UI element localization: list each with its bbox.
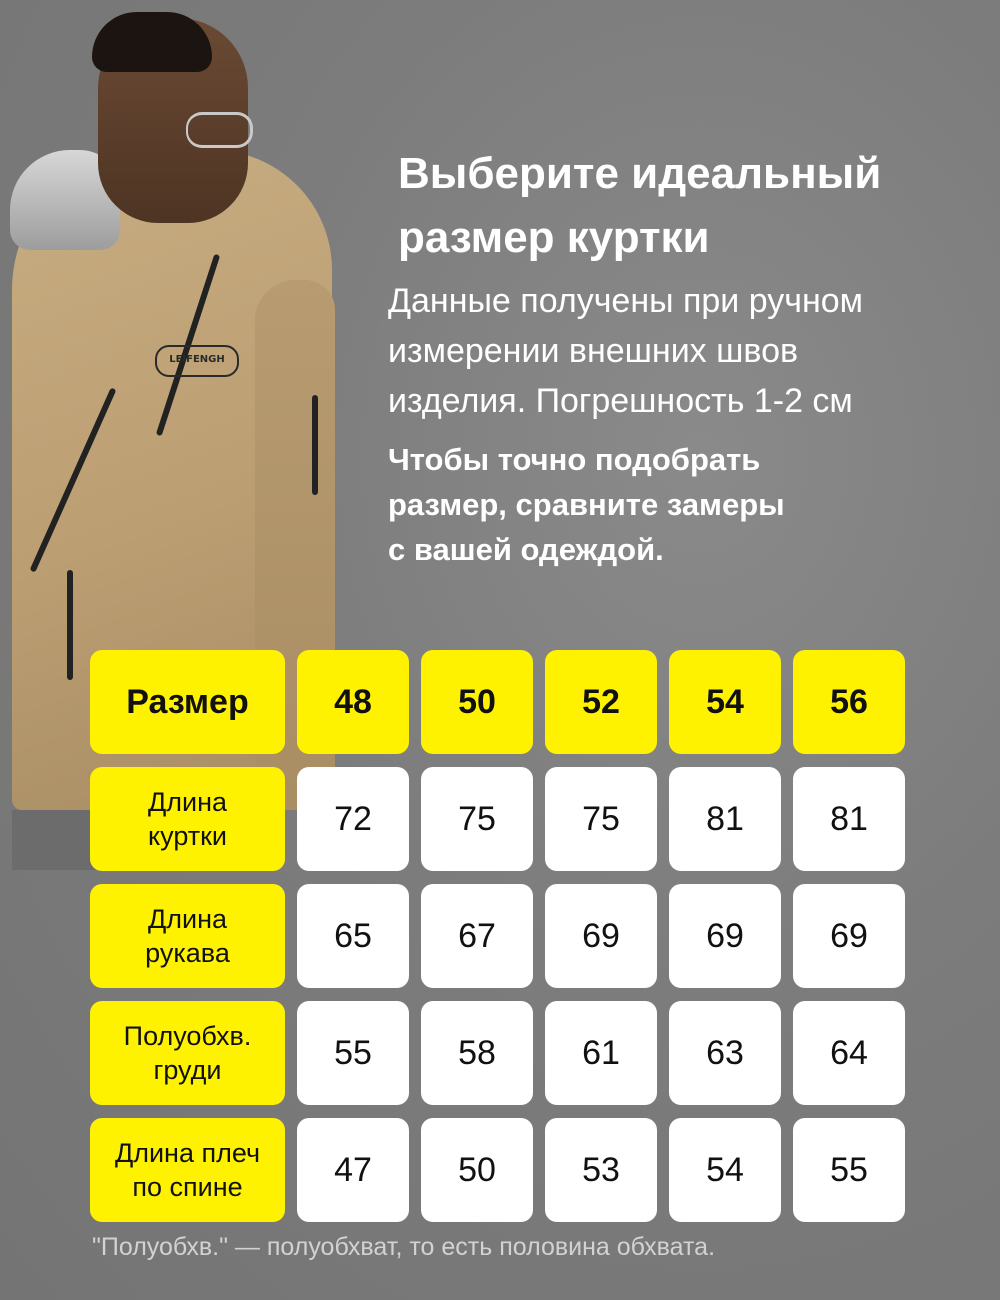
table-cell: 75 [545,767,657,871]
row-label-line: рукава [145,938,230,968]
footnote: "Полуобхв." — полуобхват, то есть половина обхвата. [92,1233,716,1261]
row-label-line: Полуобхв. [123,1021,252,1051]
fit-advice [388,437,968,572]
info-line: Данные получены при ручном [388,282,864,320]
size-table [90,650,905,1222]
model-hair [92,12,212,72]
row-label-jacket-length [90,767,285,871]
row-label-half-chest [90,1001,285,1105]
table-cell: 58 [421,1001,533,1105]
advice-line: с вашей одеждой. [388,532,664,567]
row-label-line: груди [153,1055,222,1085]
title-line: размер куртки [398,213,710,262]
row-label-line: куртки [148,821,227,851]
info-line: измерении внешних швов [388,332,799,370]
table-cell: 72 [297,767,409,871]
sleeve-pocket-zipper [312,395,318,495]
table-cell: 65 [297,884,409,988]
measurement-info [388,276,968,426]
info-line: изделия. Погрешность 1-2 см [388,382,853,420]
header-size-label: Размер [90,650,285,754]
advice-line: размер, сравните замеры [388,487,785,522]
table-cell: 63 [669,1001,781,1105]
header-size-48: 48 [297,650,409,754]
title-line: Выберите идеальный [398,149,882,198]
header-size-56: 56 [793,650,905,754]
table-cell: 47 [297,1118,409,1222]
row-label-shoulder-length [90,1118,285,1222]
row-label-line: Длина [147,904,228,934]
advice-line: Чтобы точно подобрать [388,442,761,477]
table-cell: 67 [421,884,533,988]
table-cell: 64 [793,1001,905,1105]
table-cell: 81 [669,767,781,871]
table-cell: 55 [793,1118,905,1222]
table-cell: 54 [669,1118,781,1222]
page-title [398,142,958,270]
table-cell: 69 [793,884,905,988]
header-size-52: 52 [545,650,657,754]
row-label-line: Длина [147,787,228,817]
pocket-zipper [67,570,73,680]
row-label-line: по спине [132,1172,243,1202]
jacket-logo-badge: LEIFENGH [155,345,239,377]
table-cell: 53 [545,1118,657,1222]
row-label-line: Длина плеч [114,1138,261,1168]
table-cell: 81 [793,767,905,871]
table-cell: 69 [669,884,781,988]
table-cell: 61 [545,1001,657,1105]
table-cell: 55 [297,1001,409,1105]
table-cell: 69 [545,884,657,988]
header-size-50: 50 [421,650,533,754]
table-cell: 75 [421,767,533,871]
table-cell: 50 [421,1118,533,1222]
glasses [186,112,253,148]
header-size-54: 54 [669,650,781,754]
row-label-sleeve-length [90,884,285,988]
